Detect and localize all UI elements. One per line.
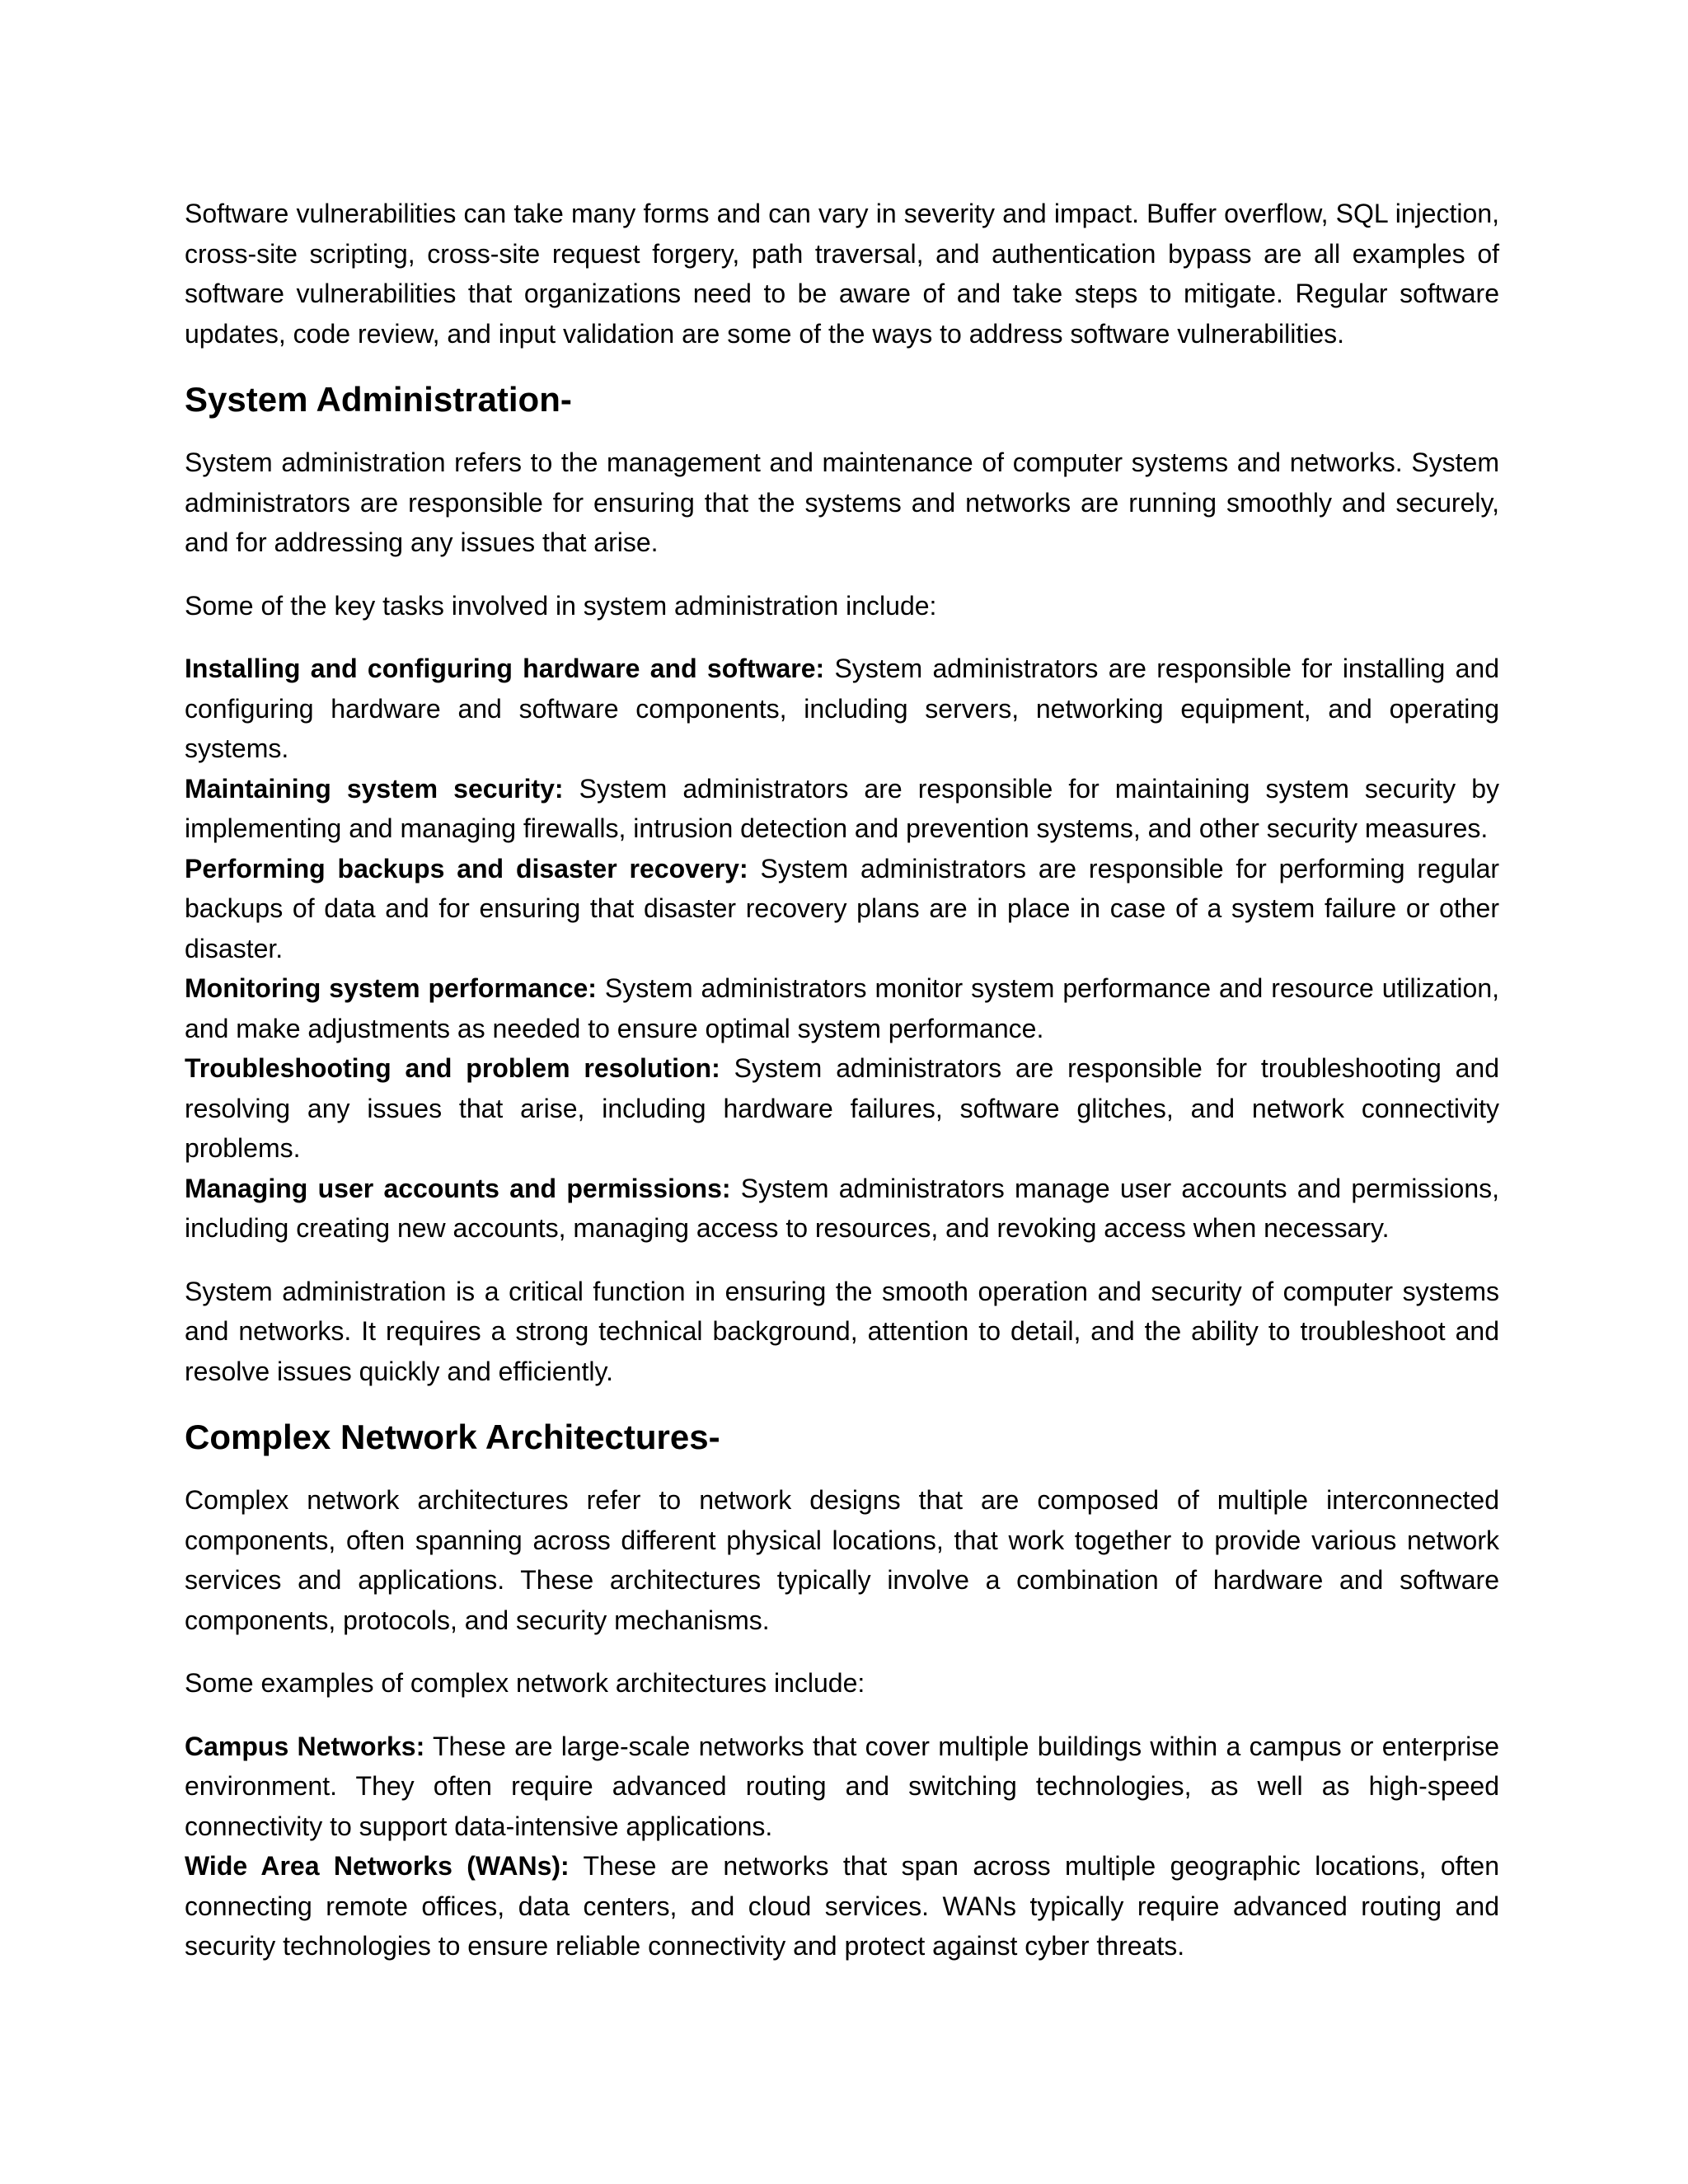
- list-item-term: Monitoring system performance:: [185, 973, 597, 1003]
- list-item-term: Performing backups and disaster recovery:: [185, 853, 748, 883]
- list-item: [185, 849, 1499, 969]
- list-item-text: System administrators are responsible for installing and configuring hardware and software components, including servers, networking equipment, and operating systems.: [185, 654, 1500, 763]
- list-item: [185, 1846, 1499, 1966]
- list-item: [185, 649, 1499, 769]
- list-item: [185, 1169, 1499, 1249]
- document-body: [185, 194, 1499, 1990]
- sysadmin-heading: System Administration-: [185, 380, 572, 419]
- list-item: [185, 1048, 1499, 1169]
- list-item: [185, 968, 1499, 1048]
- network-intro-paragraph: Complex network architectures refer to network designs that are composed of multiple interconnected components, often spanning across different physical locations, that work together to provide various network services and applications. These architectures typically involve a combination of hardware and software components, protocols, and security mechanisms.: [185, 1485, 1499, 1635]
- intro-paragraph: Software vulnerabilities can take many forms and can vary in severity and impact. Buffer overflow, SQL injection, cross-site scripting, cross-site request forgery, path traversal, and authentication bypass are all examples of software vulnerabilities that organizations need to be aware of and take steps to mitigate. Regular software updates, code review, and input validation are some of the ways to address software vulnerabilities.: [185, 199, 1499, 349]
- list-item-term: Wide Area Networks (WANs):: [185, 1851, 570, 1881]
- list-item-text: System administrators monitor system performance and resource utilization, and make adjustments as needed to ensure optimal system performance.: [185, 973, 1500, 1043]
- sysadmin-task-list: [185, 649, 1499, 1249]
- sysadmin-conclusion-paragraph: System administration is a critical function in ensuring the smooth operation and security of computer systems and networks. It requires a strong technical background, attention to detail, and the ability to troubleshoot and resolve issues quickly and efficiently.: [185, 1276, 1499, 1386]
- list-item-term: Maintaining system security:: [185, 773, 564, 804]
- list-item-term: Managing user accounts and permissions:: [185, 1173, 731, 1203]
- sysadmin-lead-paragraph: Some of the key tasks involved in system administration include:: [185, 590, 937, 621]
- list-item: [185, 1727, 1499, 1847]
- list-item-term: Campus Networks:: [185, 1731, 425, 1761]
- list-item-term: Troubleshooting and problem resolution:: [185, 1053, 720, 1083]
- network-lead-paragraph: Some examples of complex network architectures include:: [185, 1668, 865, 1698]
- list-item-text: System administrators manage user accounts and permissions, including creating new accounts, managing access to resources, and revoking access when necessary.: [185, 1173, 1499, 1243]
- list-item-text: System administrators are responsible for performing regular backups of data and for ensuring that disaster recovery plans are in place in case of a system failure or other disaster.: [185, 853, 1500, 963]
- list-item-text: These are networks that span across multiple geographic locations, often connecting remote offices, data centers, and cloud services. WANs typically require advanced routing and security technologies to ensure reliable connectivity and protect against cyber threats.: [185, 1851, 1500, 1961]
- list-item-text: System administrators are responsible for troubleshooting and resolving any issues that arise, including hardware failures, software glitches, and network connectivity problems.: [185, 1053, 1500, 1163]
- list-item-term: Installing and configuring hardware and software:: [185, 654, 825, 683]
- network-heading: Complex Network Architectures-: [185, 1418, 720, 1456]
- sysadmin-intro-paragraph: System administration refers to the management and maintenance of computer systems and networks. System administrators are responsible for ensuring that the systems and networks are running smoothly and securely, and for addressing any issues that arise.: [185, 448, 1499, 557]
- list-item-text: These are large-scale networks that cover multiple buildings within a campus or enterprise environment. They often require advanced routing and switching technologies, as well as high-speed connectivity to support data-intensive applications.: [185, 1731, 1500, 1841]
- network-example-list: [185, 1727, 1499, 1966]
- list-item: [185, 769, 1499, 849]
- list-item-text: System administrators are responsible for maintaining system security by implementing and managing firewalls, intrusion detection and prevention systems, and other security measures.: [185, 773, 1500, 843]
